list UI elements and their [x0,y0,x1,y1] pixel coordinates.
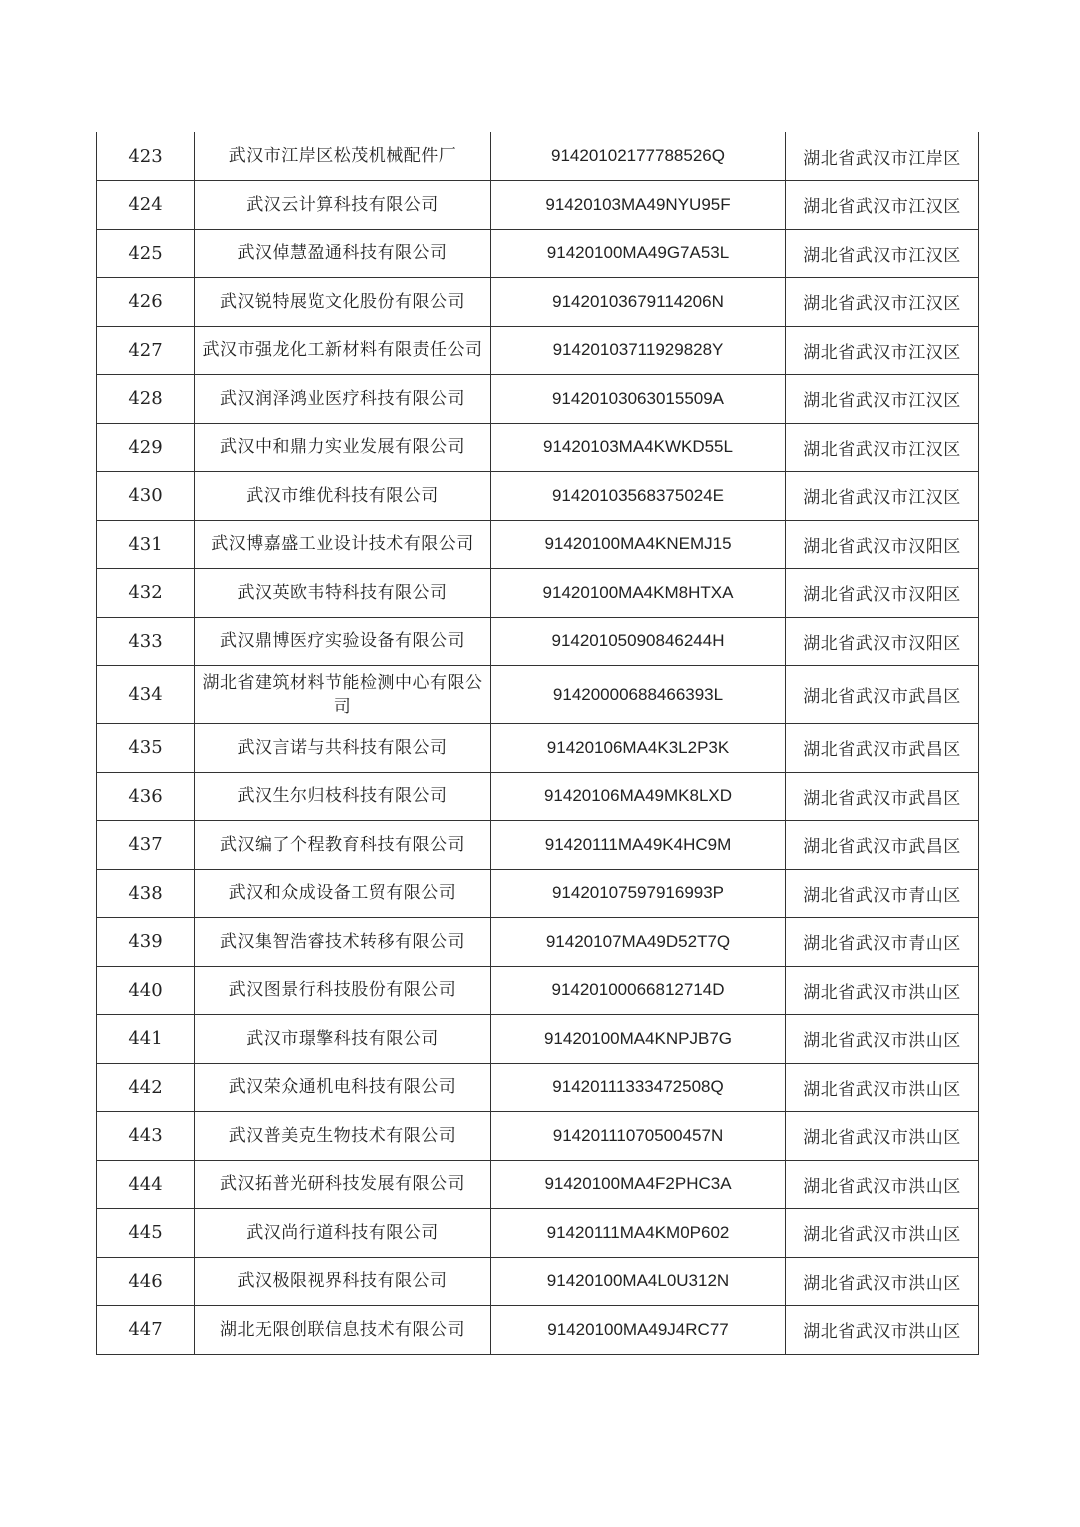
row-number-cell: 426 [97,278,195,327]
region-cell: 湖北省武汉市汉阳区 [786,617,979,666]
table-row [97,617,979,666]
company-name-cell: 武汉英欧韦特科技有限公司 [195,569,491,618]
region-cell: 湖北省武汉市武昌区 [786,666,979,724]
table-row [97,666,979,724]
company-name-cell: 武汉市江岸区松茂机械配件厂 [195,132,491,181]
region-cell: 湖北省武汉市洪山区 [786,1306,979,1355]
table-row [97,772,979,821]
row-number-cell: 435 [97,724,195,773]
row-number-cell: 431 [97,520,195,569]
region-cell: 湖北省武汉市武昌区 [786,772,979,821]
region-cell: 湖北省武汉市汉阳区 [786,569,979,618]
credit-code-cell: 91420107597916993P [491,869,786,918]
row-number-cell: 443 [97,1112,195,1161]
region-cell: 湖北省武汉市江汉区 [786,278,979,327]
credit-code-cell: 91420103MA4KWKD55L [491,423,786,472]
table-row [97,1015,979,1064]
credit-code-cell: 91420100MA4F2PHC3A [491,1160,786,1209]
company-name-cell: 武汉拓普光研科技发展有限公司 [195,1160,491,1209]
table-row [97,181,979,230]
row-number-cell: 430 [97,472,195,521]
credit-code-cell: 91420103568375024E [491,472,786,521]
region-cell: 湖北省武汉市洪山区 [786,1209,979,1258]
region-cell: 湖北省武汉市洪山区 [786,966,979,1015]
table-row [97,1306,979,1355]
company-name-cell: 武汉生尔归枝科技有限公司 [195,772,491,821]
row-number-cell: 445 [97,1209,195,1258]
company-name-cell: 武汉云计算科技有限公司 [195,181,491,230]
company-name-cell: 武汉中和鼎力实业发展有限公司 [195,423,491,472]
row-number-cell: 444 [97,1160,195,1209]
region-cell: 湖北省武汉市江汉区 [786,229,979,278]
credit-code-cell: 91420100MA49J4RC77 [491,1306,786,1355]
table-row [97,229,979,278]
row-number-cell: 432 [97,569,195,618]
region-cell: 湖北省武汉市江汉区 [786,326,979,375]
table-row [97,918,979,967]
region-cell: 湖北省武汉市洪山区 [786,1257,979,1306]
row-number-cell: 428 [97,375,195,424]
table-row [97,966,979,1015]
table-row [97,278,979,327]
company-name-cell: 武汉博嘉盛工业设计技术有限公司 [195,520,491,569]
credit-code-cell: 91420107MA49D52T7Q [491,918,786,967]
row-number-cell: 434 [97,666,195,724]
company-name-cell: 武汉锐特展览文化股份有限公司 [195,278,491,327]
table-row [97,1063,979,1112]
region-cell: 湖北省武汉市汉阳区 [786,520,979,569]
region-cell: 湖北省武汉市武昌区 [786,821,979,870]
credit-code-cell: 91420100MA49G7A53L [491,229,786,278]
row-number-cell: 429 [97,423,195,472]
company-name-cell: 武汉尚行道科技有限公司 [195,1209,491,1258]
region-cell: 湖北省武汉市武昌区 [786,724,979,773]
credit-code-cell: 91420111MA4KM0P602 [491,1209,786,1258]
row-number-cell: 425 [97,229,195,278]
region-cell: 湖北省武汉市江汉区 [786,375,979,424]
table-row [97,520,979,569]
region-cell: 湖北省武汉市江汉区 [786,423,979,472]
row-number-cell: 433 [97,617,195,666]
row-number-cell: 438 [97,869,195,918]
company-name-cell: 武汉荣众通机电科技有限公司 [195,1063,491,1112]
table-row [97,1160,979,1209]
table-row [97,132,979,181]
credit-code-cell: 91420100MA4KNPJB7G [491,1015,786,1064]
credit-code-cell: 91420100MA4L0U312N [491,1257,786,1306]
credit-code-cell: 91420103679114206N [491,278,786,327]
credit-code-cell: 91420100MA4KM8HTXA [491,569,786,618]
company-name-cell: 武汉润泽鸿业医疗科技有限公司 [195,375,491,424]
region-cell: 湖北省武汉市洪山区 [786,1015,979,1064]
company-name-cell: 武汉和众成设备工贸有限公司 [195,869,491,918]
company-name-cell: 武汉普美克生物技术有限公司 [195,1112,491,1161]
region-cell: 湖北省武汉市江汉区 [786,181,979,230]
table-row [97,375,979,424]
table-row [97,1257,979,1306]
region-cell: 湖北省武汉市江汉区 [786,472,979,521]
table-row [97,1112,979,1161]
table-row [97,423,979,472]
company-name-cell: 武汉鼎博医疗实验设备有限公司 [195,617,491,666]
company-name-cell: 武汉市维优科技有限公司 [195,472,491,521]
row-number-cell: 427 [97,326,195,375]
table-row [97,472,979,521]
table-row [97,569,979,618]
credit-code-cell: 91420111333472508Q [491,1063,786,1112]
company-name-cell: 武汉市强龙化工新材料有限责任公司 [195,326,491,375]
credit-code-cell: 91420106MA49MK8LXD [491,772,786,821]
credit-code-cell: 91420111070500457N [491,1112,786,1161]
company-name-cell: 武汉倬慧盈通科技有限公司 [195,229,491,278]
credit-code-cell: 91420100MA4KNEMJ15 [491,520,786,569]
table-row [97,1209,979,1258]
credit-code-cell: 91420100066812714D [491,966,786,1015]
table-row [97,869,979,918]
credit-code-cell: 91420106MA4K3L2P3K [491,724,786,773]
row-number-cell: 439 [97,918,195,967]
credit-code-cell: 91420102177788526Q [491,132,786,181]
company-name-cell: 武汉集智浩睿技术转移有限公司 [195,918,491,967]
company-list-body [97,132,979,1354]
region-cell: 湖北省武汉市江岸区 [786,132,979,181]
credit-code-cell: 91420103711929828Y [491,326,786,375]
region-cell: 湖北省武汉市洪山区 [786,1160,979,1209]
region-cell: 湖北省武汉市洪山区 [786,1063,979,1112]
company-name-cell: 武汉言诺与共科技有限公司 [195,724,491,773]
company-name-cell: 湖北无限创联信息技术有限公司 [195,1306,491,1355]
region-cell: 湖北省武汉市青山区 [786,918,979,967]
row-number-cell: 423 [97,132,195,181]
table-row [97,724,979,773]
credit-code-cell: 91420000688466393L [491,666,786,724]
region-cell: 湖北省武汉市青山区 [786,869,979,918]
row-number-cell: 446 [97,1257,195,1306]
row-number-cell: 447 [97,1306,195,1355]
region-cell: 湖北省武汉市洪山区 [786,1112,979,1161]
company-name-cell: 武汉编了个程教育科技有限公司 [195,821,491,870]
credit-code-cell: 91420105090846244H [491,617,786,666]
row-number-cell: 442 [97,1063,195,1112]
row-number-cell: 437 [97,821,195,870]
row-number-cell: 424 [97,181,195,230]
row-number-cell: 436 [97,772,195,821]
table-row [97,326,979,375]
row-number-cell: 441 [97,1015,195,1064]
credit-code-cell: 91420103063015509A [491,375,786,424]
credit-code-cell: 91420103MA49NYU95F [491,181,786,230]
credit-code-cell: 91420111MA49K4HC9M [491,821,786,870]
company-name-cell: 武汉市璟擎科技有限公司 [195,1015,491,1064]
company-name-cell: 湖北省建筑材料节能检测中心有限公司 [195,666,491,724]
company-name-cell: 武汉图景行科技股份有限公司 [195,966,491,1015]
company-list-table [96,132,979,1355]
row-number-cell: 440 [97,966,195,1015]
table-row [97,821,979,870]
company-name-cell: 武汉极限视界科技有限公司 [195,1257,491,1306]
